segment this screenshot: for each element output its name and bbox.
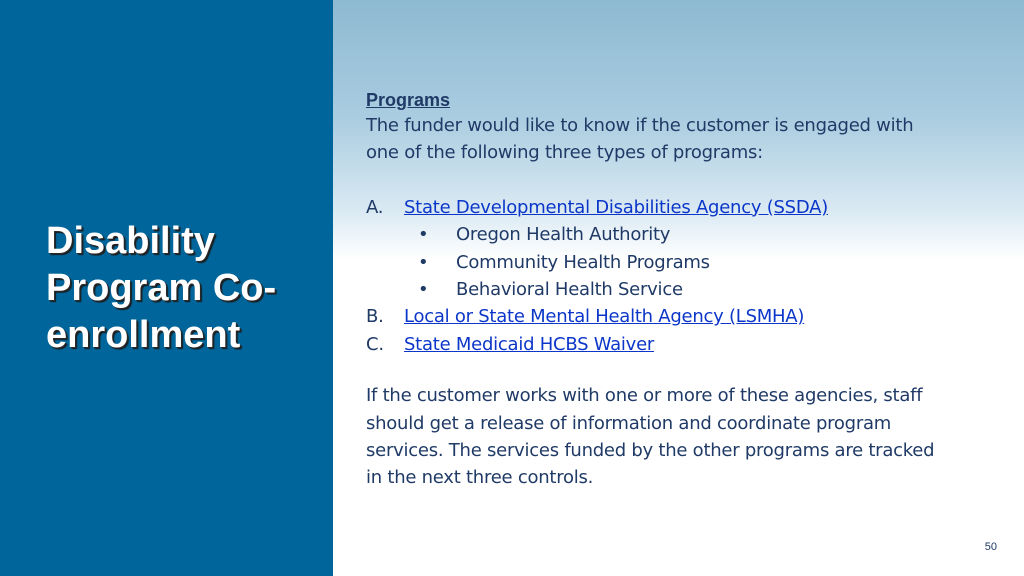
spacer [366, 167, 986, 194]
page-number: 50 [984, 541, 997, 553]
sub-item-text: Behavioral Health Service [456, 278, 683, 300]
slide-title [46, 218, 326, 359]
sub-item-text: Oregon Health Authority [456, 224, 671, 246]
sub-list-item [366, 249, 986, 276]
list-item [366, 303, 986, 330]
closing-paragraph [366, 382, 986, 492]
program-list [366, 194, 986, 358]
closing-line: in the next three controls. [366, 467, 594, 489]
bullet-icon: • [418, 251, 429, 273]
intro-line: The funder would like to know if the customer is engaged with [366, 115, 914, 136]
bullet-icon: • [418, 278, 429, 300]
sub-list-item [366, 276, 986, 303]
list-item [366, 194, 986, 221]
sub-item-text: Community Health Programs [456, 251, 710, 273]
sub-list-item [366, 221, 986, 248]
closing-line: should get a release of information and coordinate program [366, 412, 892, 434]
intro-line: one of the following three types of programs: [366, 142, 763, 164]
section-heading: Programs [366, 90, 451, 110]
intro-paragraph [366, 112, 986, 167]
list-marker: C. [366, 333, 384, 355]
bullet-icon: • [418, 224, 429, 246]
list-marker: A. [366, 196, 384, 218]
slide-content [366, 88, 986, 492]
list-item [366, 331, 986, 358]
slide-title-line: Disability [46, 220, 215, 262]
slide-title-line: enrollment [46, 314, 241, 356]
closing-line: If the customer works with one or more of these agencies, staff [366, 385, 923, 407]
slide-title-line: Program Co- [46, 267, 277, 309]
spacer [366, 358, 986, 382]
closing-line: services. The services funded by the other programs are tracked [366, 439, 935, 461]
list-marker: B. [366, 306, 384, 328]
hcbs-waiver-link[interactable]: State Medicaid HCBS Waiver [404, 333, 655, 355]
lsmha-link[interactable]: Local or State Mental Health Agency (LSMHA) [404, 306, 805, 328]
ssda-link[interactable]: State Developmental Disabilities Agency (SSDA) [404, 196, 828, 218]
